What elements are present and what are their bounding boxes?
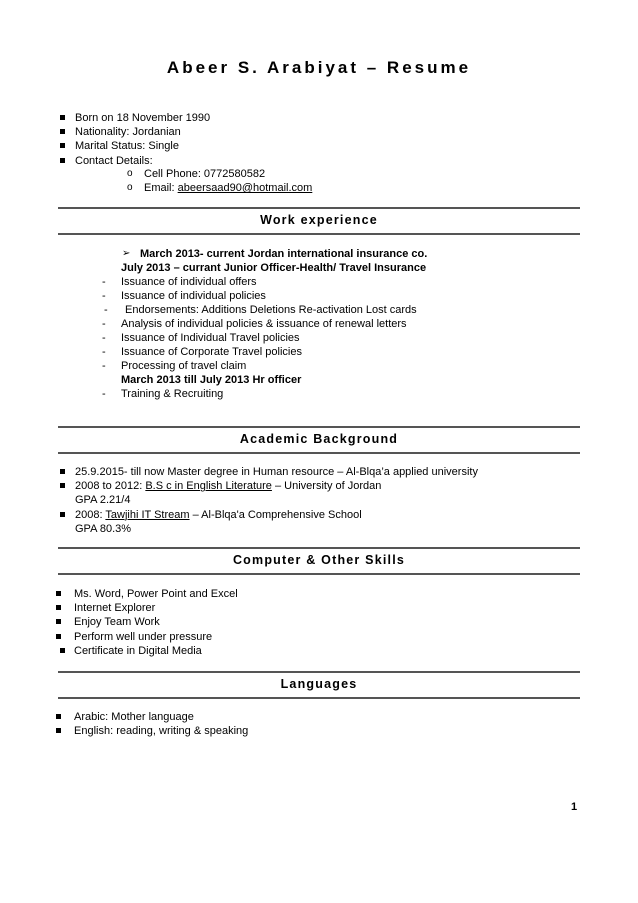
bullet-square-icon	[60, 469, 65, 474]
bullet-square-icon	[56, 605, 61, 610]
bullet-square-icon	[60, 143, 65, 148]
list-item: English: reading, writing & speaking	[55, 724, 248, 738]
list-item: 25.9.2015- till now Master degree in Human resource – Al-Blqa’a applied university	[59, 465, 478, 479]
section-header-skills: Computer & Other Skills	[58, 547, 580, 575]
contact-list	[127, 167, 312, 195]
section-header-work: Work experience	[58, 207, 580, 235]
list-item: Ms. Word, Power Point and Excel	[55, 587, 238, 601]
list-item: Contact Details:	[59, 154, 210, 168]
list-item: Born on 18 November 1990	[59, 111, 210, 125]
bullet-square-icon	[56, 619, 61, 624]
list-item: Certificate in Digital Media	[55, 644, 238, 658]
list-item: Perform well under pressure	[55, 630, 238, 644]
bullet-circle-icon: o	[127, 182, 133, 194]
skills-list	[55, 587, 238, 658]
list-item: Arabic: Mother language	[55, 710, 248, 724]
bullet-square-icon	[60, 648, 65, 653]
bullet-square-icon	[56, 634, 61, 639]
bullet-square-icon	[56, 728, 61, 733]
stream-link: Tawjihi IT Stream	[105, 508, 190, 521]
contact-phone: o Cell Phone: 0772580582	[127, 168, 266, 180]
bullet-square-icon	[60, 512, 65, 517]
bullet-square-icon	[56, 591, 61, 596]
personal-info-list	[59, 111, 210, 168]
academic-list	[59, 465, 478, 536]
list-item: Enjoy Team Work	[55, 615, 238, 629]
contact-email: o Email: abeersaad90@hotmail.com	[127, 182, 313, 195]
languages-list	[55, 710, 248, 738]
resume-title: Abeer S. Arabiyat – Resume	[166, 58, 472, 77]
bullet-square-icon	[60, 483, 65, 488]
bullet-square-icon	[60, 158, 65, 163]
list-item: 2008 to 2012: B.S c in English Literature – University of Jordan GPA 2.21/4	[59, 479, 478, 507]
arrow-bullet-icon: ➢	[122, 248, 131, 259]
page-number: 1	[571, 801, 578, 813]
email-link[interactable]: abeersaad90@hotmail.com	[177, 182, 313, 195]
section-header-languages: Languages	[58, 671, 580, 699]
degree-link: B.S c in English Literature	[145, 480, 272, 493]
bullet-circle-icon: o	[127, 168, 133, 179]
list-item: Marital Status: Single	[59, 139, 210, 153]
list-item: 2008: Tawjihi IT Stream – Al-Blqa'a Comprehensive School GPA 80.3%	[59, 508, 478, 536]
bullet-square-icon	[60, 129, 65, 134]
bullet-square-icon	[60, 115, 65, 120]
bullet-square-icon	[56, 714, 61, 719]
resume-page: Abeer S. Arabiyat – Resume Born on 18 November 1990 Nationality: Jordanian Marital Status: Single Contact Details: o Cell Phone: 0772580582 o Email: abeersaad90@hotmail.com Work experience ➢ March 2013- current Jordan international insurance co. July 2013 – currant Junior Officer-Health/ Travel Insurance - Issuance of individual offers - Issuance of individual policies - Endorsements: Additions Deletions Re-activation Lost cards - Analysis of individual policies & issuance of renewal letters - Issuance of Individual Travel policies - Issuance of Corporate Travel policies - Processing of travel claim March 2013 till July 2013 Hr officer - Training & Recruiting Academic Background 25.9.2015- till now Master degree in Human resource – Al-Blqa’a applied university 2008 to 2012: B.S c in English Literature – University of Jordan GPA 2.21/4 2008: Tawjihi IT Stream – Al-Blqa'a Comprehensive School GPA 80.3% Computer & Other Skills Ms. Word, Power Point and Excel Internet Explorer Enjoy Team Work Perform well under pressure Certificate in Digital Media Languages Arabic: Mother language English: reading, writing & speaking 1	[0, 0, 638, 903]
section-header-academic: Academic Background	[58, 426, 580, 454]
list-item: Internet Explorer	[55, 601, 238, 615]
list-item: Nationality: Jordanian	[59, 125, 210, 139]
